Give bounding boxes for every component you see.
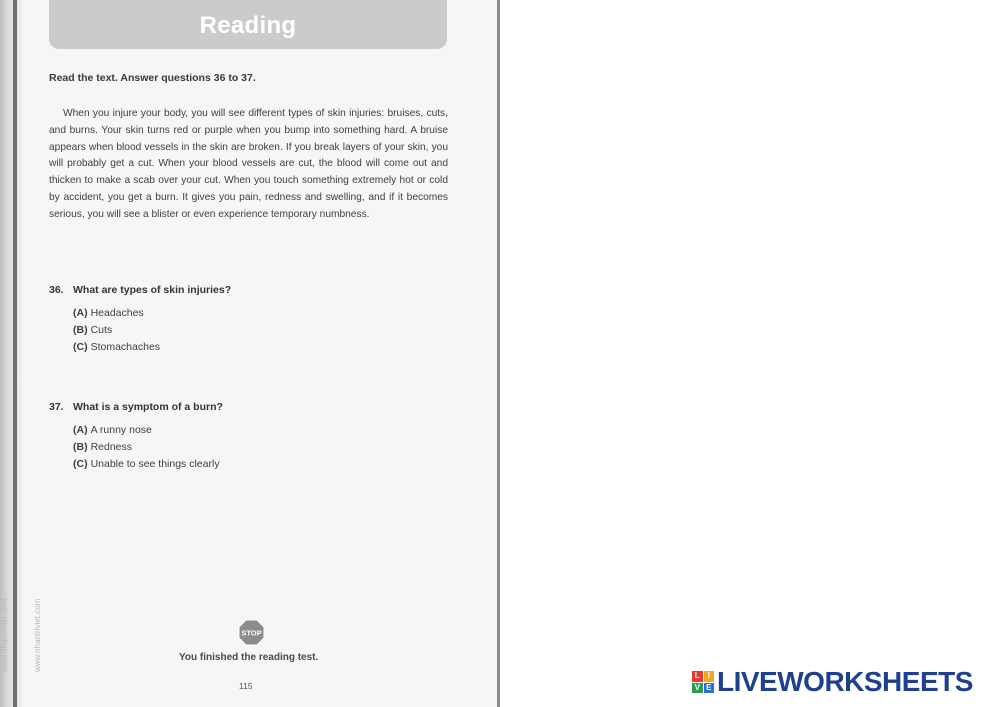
option-letter: (B) <box>73 441 88 453</box>
answer-option-37a[interactable] <box>73 422 220 439</box>
instruction-text: Read the text. Answer questions 36 to 37. <box>49 72 256 84</box>
answer-option-36a[interactable] <box>73 305 160 322</box>
question-37-title <box>49 401 223 413</box>
logo-letter: L <box>692 671 703 682</box>
answer-option-36b[interactable] <box>73 322 160 339</box>
page-number: 115 <box>239 681 253 691</box>
answer-option-37c[interactable] <box>73 456 220 473</box>
answer-option-36c[interactable] <box>73 339 160 356</box>
option-letter: (A) <box>73 424 88 436</box>
option-letter: (C) <box>73 341 88 353</box>
logo-letter: E <box>704 683 715 694</box>
question-number: 36. <box>49 284 64 296</box>
question-text: What are types of skin injuries? <box>73 284 232 296</box>
option-text: Redness <box>90 441 133 453</box>
option-letter: (B) <box>73 324 88 336</box>
logo-wordmark: LIVEWORKSHEETS <box>717 666 973 697</box>
section-banner <box>49 0 447 49</box>
liveworksheets-logo <box>692 668 973 696</box>
side-watermark: www.nhantriviet.com <box>0 598 9 672</box>
book-spine-line <box>13 0 17 707</box>
question-text: What is a symptom of a burn? <box>73 401 223 413</box>
question-36-title <box>49 284 231 296</box>
option-text: Cuts <box>90 324 113 336</box>
option-text: Stomachaches <box>90 341 161 353</box>
finished-message: You finished the reading test. <box>179 652 319 663</box>
option-text: A runny nose <box>90 424 152 436</box>
question-number: 37. <box>49 401 64 413</box>
option-text: Headaches <box>90 307 144 319</box>
question-36-options <box>73 305 160 356</box>
page-edge-line <box>497 0 500 707</box>
section-title: Reading <box>199 12 297 39</box>
answer-option-37b[interactable] <box>73 439 220 456</box>
logo-letter: I <box>704 671 715 682</box>
logo-grid-icon <box>692 671 714 693</box>
side-watermark: www.nhantriviet.com <box>33 598 42 672</box>
option-letter: (A) <box>73 307 88 319</box>
question-37-options <box>73 422 220 473</box>
option-text: Unable to see things clearly <box>90 458 220 470</box>
stop-sign-icon <box>238 619 265 646</box>
logo-letter: V <box>692 683 703 694</box>
stop-sign-label: STOP <box>241 628 262 638</box>
option-letter: (C) <box>73 458 88 470</box>
reading-passage: When you injure your body, you will see different types of skin injuries: bruises, cuts, and burns. Your skin turns red or purple when you bump into something hard. A bruise appears when blood vessels in the skin are broken. If you break layers of your skin, you will probably get a cut. When your blood vessels are cut, the blood will come out and thicken to make a scab over your cut. When you touch something extremely hot or cold by accident, you get a burn. It gives you pain, redness and swelling, and if it becomes serious, you will see a blister or even experience temporary numbness. <box>49 108 448 220</box>
